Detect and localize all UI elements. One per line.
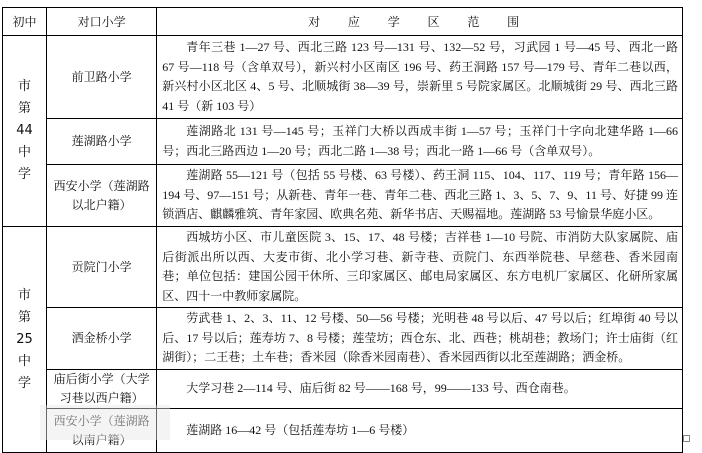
- district-range-cell: 劳武巷 1、2、3、11、12 号楼、50—56 号楼；光明巷 48 号以后、47 号以后；红埠街 40 号以后、17 号以后；莲寿坊 7、8 号楼；莲莹坊；西仓东、北、西巷；桃胡巷；教场门；许士庙街（红湖街）；二王巷；土车巷；香米园（除香米园南巷）、香米园西街以北至莲湖路；洒金桥。: [157, 308, 683, 370]
- table-row: [3, 36, 683, 119]
- primary-school-cell: 莲湖路小学: [47, 119, 157, 165]
- district-range-cell: 莲湖路 16—42 号（包括莲寿坊 1—6 号楼）: [157, 409, 683, 453]
- table-row: [3, 370, 683, 409]
- primary-school-cell: 前卫路小学: [47, 36, 157, 119]
- district-range-cell: 大学习巷 2—114 号、庙后街 82 号——168 号，99——133 号、西仓南巷。: [157, 370, 683, 409]
- middle-school-44: 市 第 44 中 学: [3, 36, 47, 227]
- district-range-cell: 青年三巷 1—27 号、西北三路 123 号—131 号、132—52 号，习武园 1 号—45 号、西北一路 67 号—118 号（含单双号），新兴村小区南区 196 号、药王洞路 157 号—179 号、青年二巷以西，新兴村小区北区 4、5 号、北顺城街 38—39 号，崇新里 5 号院家属区。北顺城街 29 号、西北三路 41 号（新 103 号）: [157, 36, 683, 119]
- primary-school-cell: 洒金桥小学: [47, 308, 157, 370]
- school-district-table: [2, 7, 683, 453]
- primary-school-cell: 贡院门小学: [47, 227, 157, 308]
- header-row: [3, 8, 683, 36]
- header-middle-school: 初中: [3, 8, 47, 36]
- table-row: [3, 119, 683, 165]
- header-primary-school: 对口小学: [47, 8, 157, 36]
- table-row: [3, 165, 683, 227]
- table-row: [3, 308, 683, 370]
- primary-school-cell: 西安小学（莲湖路 以北户籍）: [47, 165, 157, 227]
- middle-school-25: 市 第 25 中 学: [3, 227, 47, 453]
- district-range-cell: 莲湖路 55—121 号（包括 55 号楼、63 号楼）、药王洞 115、104、117、119 号；青年路 156—194 号、97—151 号；从新巷、青年一巷、青年二巷、西北三路 1、3、5、7、9、11 号、好捷 99 连锁酒店、麒麟雅筑、青年家园、欧典名苑、新华书店、天赐福地。莲湖路 53 号愉景华庭小区。: [157, 165, 683, 227]
- table-resize-handle[interactable]: [683, 435, 690, 442]
- primary-school-cell: 西安小学（莲湖路 以南户籍）: [47, 409, 157, 453]
- district-range-cell: 莲湖路北 131 号—145 号；玉祥门大桥以西成丰街 1—57 号；玉祥门十字向北建华路 1—66 号；西北三路西边 1—20 号；西北二路 1—38 号；西北一路 1—66 号（含单双号）。: [157, 119, 683, 165]
- primary-school-cell: 庙后街小学（大学 习巷以西户籍）: [47, 370, 157, 409]
- watermark-overlay: [40, 405, 170, 440]
- district-range-cell: 西城坊小区、市儿童医院 3、15、17、48 号楼；吉祥巷 1—10 号院、市消防大队家属院、庙后街派出所以西、大麦市街、北小学习巷、新寺巷、贡院门、东西举院巷、早慈巷、香米园南巷；单位包括：建国公园干休所、三印家属区、邮电局家属区、东方电机厂家属区、化研所家属区、四十一中教师家属院。: [157, 227, 683, 308]
- table-row: [3, 227, 683, 308]
- header-district-range: 对 应 学 区 范 围: [157, 8, 683, 36]
